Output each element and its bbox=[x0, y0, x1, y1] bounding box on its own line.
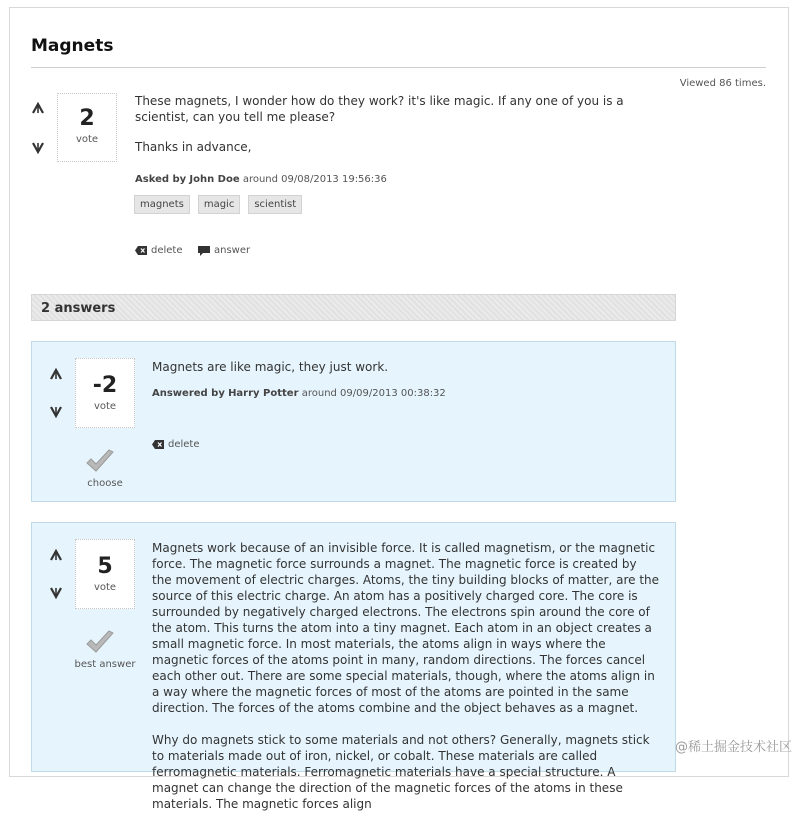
choose-label[interactable]: choose bbox=[75, 478, 135, 489]
question-answer-button[interactable] bbox=[198, 245, 250, 256]
answer2-body bbox=[152, 540, 660, 828]
question-tags bbox=[134, 195, 302, 214]
question-downvote-icon[interactable] bbox=[31, 141, 45, 155]
answer1-delete-button[interactable] bbox=[152, 439, 200, 450]
question-answer-label: answer bbox=[214, 245, 250, 256]
answer2-paragraph-2: Why do magnets stick to some materials and not others? Generally, magnets stick to materials made out of iron, nickel, or cobalt. These materials are called ferromagnetic materials. Ferromagnetic materials have a special structure. A magnet can change the direction of the magnetic forces of the atoms in these materials. The magnetic forces align bbox=[152, 732, 660, 812]
answer2-downvote-icon[interactable] bbox=[49, 586, 63, 600]
comment-icon bbox=[198, 246, 210, 256]
question-meta bbox=[135, 174, 387, 185]
page-title: Magnets bbox=[31, 36, 113, 56]
answer-card-1 bbox=[31, 341, 676, 502]
question-vote-box bbox=[57, 93, 117, 162]
best-answer-label: best answer bbox=[70, 659, 140, 670]
tag-magic[interactable]: magic bbox=[198, 195, 241, 214]
answer-card-2 bbox=[31, 522, 676, 772]
answer2-vote-label: vote bbox=[76, 582, 134, 593]
answer2-upvote-icon[interactable] bbox=[49, 548, 63, 562]
answered-prefix: Answered by bbox=[152, 388, 225, 399]
view-count: Viewed 86 times. bbox=[680, 78, 766, 89]
question-delete-button[interactable] bbox=[135, 245, 183, 256]
answer1-author[interactable]: Harry Potter bbox=[228, 388, 298, 399]
watermark: @稀土掘金技术社区 bbox=[675, 736, 792, 755]
answer1-vote-count: -2 bbox=[76, 373, 134, 399]
answer1-upvote-icon[interactable] bbox=[49, 367, 63, 381]
answers-header: 2 answers bbox=[31, 294, 676, 321]
tag-magnets[interactable]: magnets bbox=[134, 195, 190, 214]
question-author[interactable]: John Doe bbox=[189, 174, 239, 185]
best-answer-check-icon bbox=[85, 630, 115, 656]
choose-check-icon[interactable] bbox=[85, 449, 115, 475]
answer1-downvote-icon[interactable] bbox=[49, 405, 63, 419]
answer2-vote-box bbox=[75, 539, 135, 609]
question-timestamp: around 09/08/2013 19:56:36 bbox=[243, 174, 387, 185]
answer1-delete-label: delete bbox=[168, 439, 200, 450]
question-delete-label: delete bbox=[151, 245, 183, 256]
question-vote-label: vote bbox=[58, 134, 116, 145]
delete-icon bbox=[135, 246, 147, 255]
question-vote-count: 2 bbox=[58, 106, 116, 132]
question-upvote-icon[interactable] bbox=[31, 101, 45, 115]
tag-scientist[interactable]: scientist bbox=[248, 195, 302, 214]
asked-prefix: Asked by bbox=[135, 174, 186, 185]
question-body-closing: Thanks in advance, bbox=[135, 140, 252, 154]
title-divider bbox=[31, 67, 766, 68]
answer1-vote-label: vote bbox=[76, 401, 134, 412]
answer2-vote-count: 5 bbox=[76, 554, 134, 580]
answer1-timestamp: around 09/09/2013 00:38:32 bbox=[302, 388, 446, 399]
answer1-body: Magnets are like magic, they just work. bbox=[152, 359, 388, 375]
answer1-meta bbox=[152, 388, 446, 399]
question-body: These magnets, I wonder how do they work? it's like magic. If any one of you is a scientist, can you tell me please? bbox=[135, 93, 670, 125]
delete-icon bbox=[152, 440, 164, 449]
answer2-paragraph-1: Magnets work because of an invisible force. It is called magnetism, or the magnetic force. The magnetic force surrounds a magnet. The magnetic force is created by the movement of electric charges. Atoms, the tiny building blocks of matter, are the source of this electric charge. An atom has a positively charged core. The core is surrounded by negatively charged electrons. The electrons spin around the core of the atom. This turns the atom into a tiny magnet. Each atom in an object creates a small magnetic force. In most materials, the atoms align in ways where the magnetic forces of the atoms point in many, random directions. The forces cancel each other out. There are some special materials, though, where the atoms align in a way where the magnetic forces of most of the atoms are pointed in the same direction. The forces of the atoms combine and the object behaves as a magnet. bbox=[152, 540, 660, 716]
answer1-vote-box bbox=[75, 358, 135, 428]
